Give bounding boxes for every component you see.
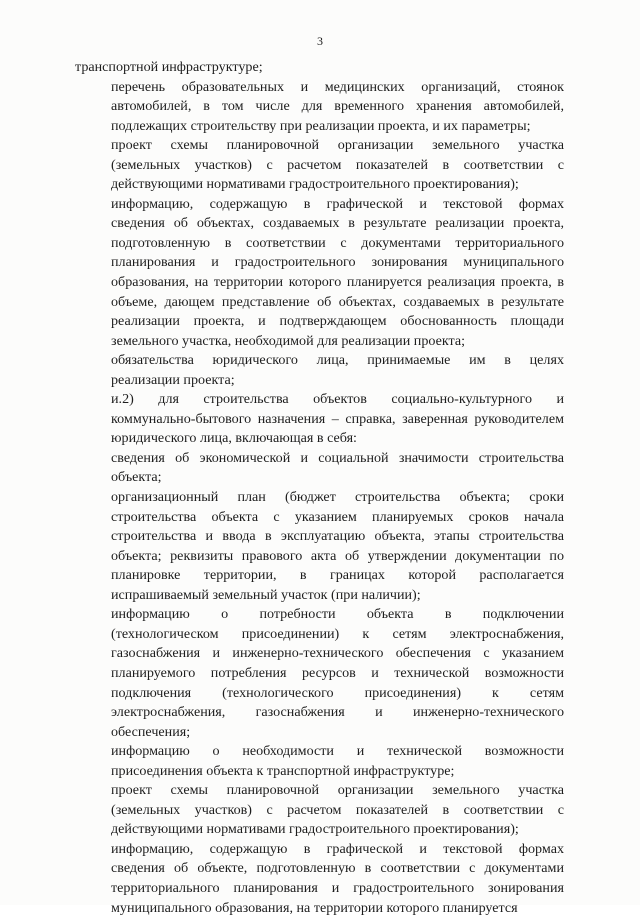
paragraph bbox=[75, 449, 564, 488]
text-line: обеспечения; bbox=[111, 723, 191, 740]
text-line: сведения об экономической и социальной значимости строительства bbox=[111, 449, 564, 466]
paragraph bbox=[75, 58, 564, 78]
text-line: юридического лица, включающая в себя: bbox=[111, 430, 357, 447]
paragraph bbox=[75, 195, 564, 351]
paragraph bbox=[75, 781, 564, 840]
text-line: подлежащих строительству при реализации проекта, и их параметры; bbox=[111, 117, 531, 134]
text-line: планирования и градостроительного зонирования муниципального bbox=[111, 254, 564, 271]
text-line: автомобилей, в том числе для временного хранения автомобилей, bbox=[111, 98, 564, 115]
text-line: проект схемы планировочной организации земельного участка bbox=[111, 782, 564, 799]
text-line: строительства и ввода в эксплуатацию объекта, этапы строительства bbox=[111, 528, 564, 545]
paragraph bbox=[75, 742, 564, 781]
text-line: перечень образовательных и медицинских организаций, стоянок bbox=[111, 78, 564, 95]
text-line: обязательства юридического лица, принимаемые им в целях bbox=[111, 352, 564, 369]
text-line: образования, на территории которого планируется реализация проекта, в bbox=[111, 274, 564, 291]
text-line: действующими нормативами градостроительного проектирования); bbox=[111, 821, 519, 838]
text-line: (земельных участков) с расчетом показателей в соответствии с bbox=[111, 156, 564, 173]
paragraph bbox=[75, 78, 564, 137]
text-line: сведения об объектах, создаваемых в результате реализации проекта, bbox=[111, 215, 564, 232]
text-line: (технологическом присоединении) к сетям электроснабжения, bbox=[111, 625, 564, 642]
text-line: и.2) для строительства объектов социально-культурного и bbox=[111, 391, 564, 408]
text-line: строительства объекта с указанием планируемых сроков начала bbox=[111, 508, 564, 525]
paragraph bbox=[75, 390, 564, 449]
text-line: информацию о необходимости и технической возможности bbox=[111, 743, 564, 760]
text-line: планируемого потребления ресурсов и технической возможности bbox=[111, 664, 564, 681]
text-line: подключения (технологического присоединения) к сетям bbox=[111, 684, 564, 701]
text-line: информацию, содержащую в графической и текстовой формах bbox=[111, 195, 564, 212]
text-line: транспортной инфраструктуре; bbox=[75, 59, 263, 75]
text-line: проект схемы планировочной организации земельного участка bbox=[111, 137, 564, 154]
page-number: 3 bbox=[317, 34, 323, 48]
text-line: сведения об объекте, подготовленную в соответствии с документами bbox=[111, 860, 564, 877]
text-line: территориального планирования и градостроительного зонирования bbox=[111, 879, 564, 896]
text-line: реализации проекта; bbox=[111, 371, 235, 388]
text-line: подготовленную в соответствии с документами территориального bbox=[111, 234, 564, 251]
text-line: объекта; bbox=[111, 469, 162, 486]
paragraph bbox=[75, 488, 564, 605]
text-line: планировке территории, в границах которой располагается bbox=[111, 567, 564, 584]
text-line: (земельных участков) с расчетом показателей в соответствии с bbox=[111, 801, 564, 818]
text-line: присоединения объекта к транспортной инфраструктуре; bbox=[111, 762, 455, 779]
text-line: электроснабжения, газоснабжения и инженерно-технического bbox=[111, 704, 564, 721]
paragraph bbox=[75, 605, 564, 742]
text-line: реализации проекта, и подтверждающем обоснованность площади bbox=[111, 313, 564, 330]
text-line: земельного участка, необходимой для реализации проекта; bbox=[111, 332, 466, 349]
document-body bbox=[75, 58, 564, 918]
text-line: коммунально-бытового назначения – справка, заверенная руководителем bbox=[111, 410, 564, 427]
text-line: объекта; реквизиты правового акта об утверждении документации по bbox=[111, 547, 564, 564]
paragraph bbox=[75, 351, 564, 390]
text-line: газоснабжения и инженерно-технического обеспечения с указанием bbox=[111, 645, 564, 662]
text-line: муниципального образования, на территории которого планируется bbox=[111, 899, 518, 916]
paragraph bbox=[75, 840, 564, 918]
text-line: действующими нормативами градостроительного проектирования); bbox=[111, 176, 519, 193]
text-line: организационный план (бюджет строительства объекта; сроки bbox=[111, 489, 564, 506]
text-line: информацию о потребности объекта в подключении bbox=[111, 606, 564, 623]
paragraph bbox=[75, 136, 564, 195]
text-line: испрашиваемый земельный участок (при наличии); bbox=[111, 586, 421, 603]
text-line: объеме, дающем представление об объектах, создаваемых в результате bbox=[111, 293, 564, 310]
text-line: информацию, содержащую в графической и текстовой формах bbox=[111, 840, 564, 857]
